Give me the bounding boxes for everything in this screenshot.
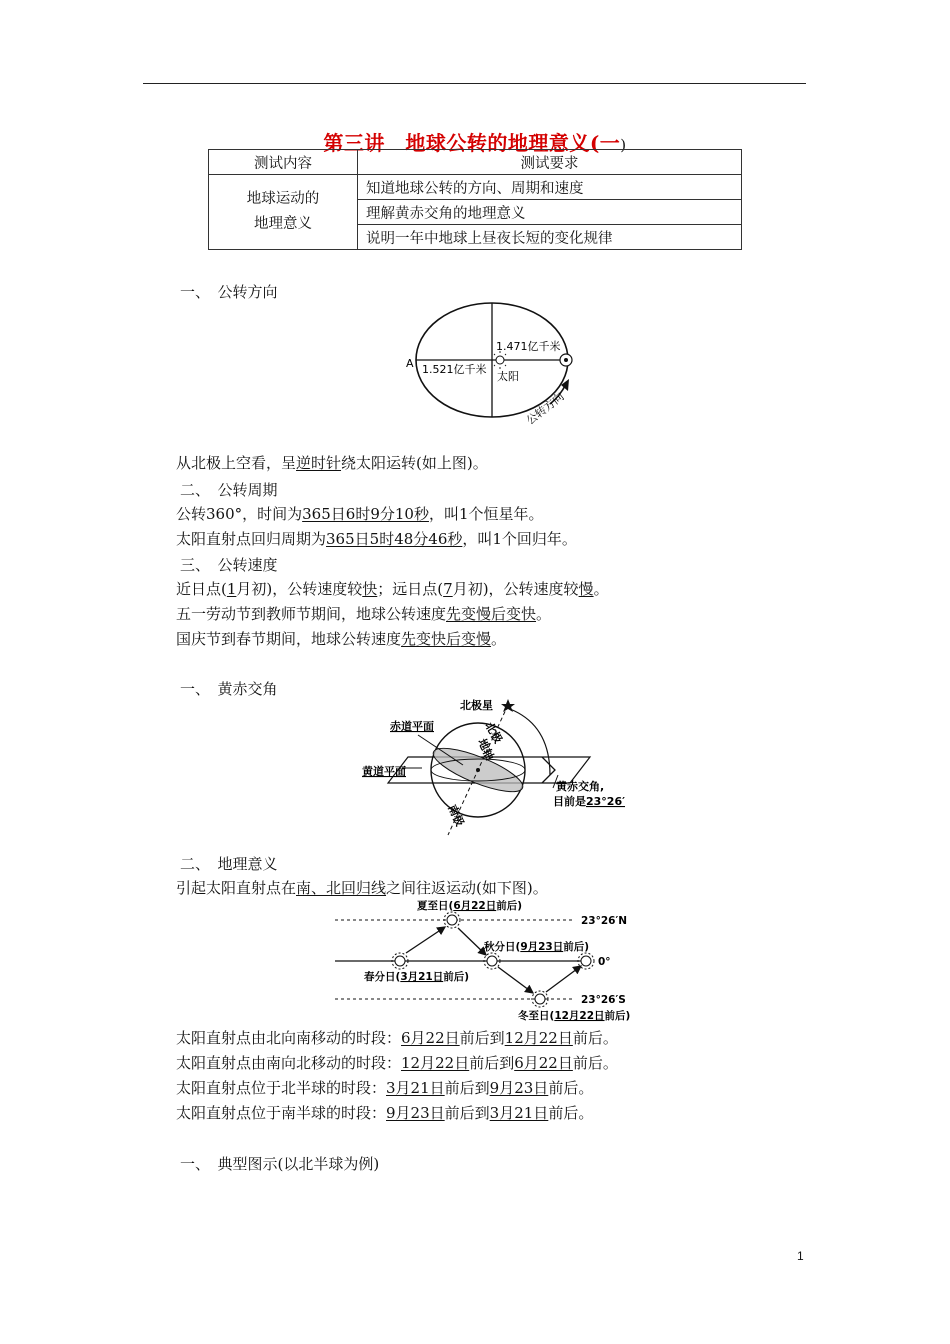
paragraph-sidereal-year: 公转360°，时间为365日6时9分10秒，叫1个恒星年。	[176, 505, 544, 523]
section-heading-revolution-direction: 一、 公转方向	[180, 283, 278, 301]
south-pole-label: 南极	[445, 802, 467, 829]
tropic-of-capricorn-label: 23°26′S	[581, 994, 626, 1006]
table-topic-cell	[209, 175, 358, 250]
point-a-label: A	[406, 357, 414, 370]
requirements-table	[208, 149, 742, 250]
sun-label: 太阳	[497, 370, 519, 383]
paragraph-migration: 引起太阳直射点在南、北回归线之间往返运动(如下图)。	[176, 879, 548, 897]
axis-label: 地轴	[475, 736, 497, 763]
section-heading-revolution-period: 二、 公转周期	[180, 481, 278, 499]
section-heading-typical-diagrams: 一、 典型图示(以北半球为例)	[180, 1155, 380, 1173]
requirement-cell: 说明一年中地球上昼夜长短的变化规律	[358, 225, 742, 250]
table-row	[209, 175, 742, 200]
polaris-label: 北极星	[460, 699, 493, 712]
section-heading-geographic-significance: 二、 地理意义	[180, 855, 278, 873]
paragraph-october-to-spring: 国庆节到春节期间，地球公转速度先变快后变慢。	[176, 630, 507, 648]
requirement-cell: 知道地球公转的方向、周期和速度	[358, 175, 742, 200]
paragraph-direction: 从北极上空看，呈逆时针绕太阳运转(如上图)。	[176, 454, 488, 472]
aphelion-distance-label: 1.521亿千米	[422, 363, 487, 376]
page-title: 第三讲 地球公转的地理意义(一)	[323, 131, 627, 155]
page-number: 1	[797, 1249, 804, 1263]
north-pole-label: 北极	[482, 720, 505, 746]
equator-plane-label: 赤道平面	[390, 720, 434, 733]
earth-icon	[560, 354, 572, 366]
topic-line-1: 地球运动的	[246, 191, 320, 207]
paragraph-north-to-south: 太阳直射点由北向南移动的时段：6月22日前后到12月22日前后。	[176, 1029, 618, 1047]
tropic-of-cancer-label: 23°26′N	[581, 915, 628, 927]
table-header-requirement: 测试要求	[358, 150, 742, 175]
perihelion-distance-label: 1.471亿千米	[496, 340, 561, 353]
equator-label: 0°	[598, 956, 611, 968]
header-rule	[143, 83, 806, 84]
summer-solstice-label: 夏至日(6月22日前后)	[417, 900, 523, 912]
paragraph-southern-hemisphere: 太阳直射点位于南半球的时段：9月23日前后到3月21日前后。	[176, 1104, 594, 1122]
obliquity-label-line1: 黄赤交角,	[556, 780, 605, 793]
paragraph-may-to-september: 五一劳动节到教师节期间，地球公转速度先变慢后变快。	[176, 605, 552, 623]
paragraph-perihelion-speed: 近日点(1月初)，公转速度较快；远日点(7月初)，公转速度较慢。	[176, 580, 609, 598]
direction-label: 公转方向	[523, 390, 567, 428]
table-header-row	[209, 150, 742, 175]
spring-equinox-label: 春分日(3月21日前后)	[364, 971, 470, 983]
paragraph-northern-hemisphere: 太阳直射点位于北半球的时段：3月21日前后到9月23日前后。	[176, 1079, 594, 1097]
winter-solstice-label: 冬至日(12月22日前后)	[518, 1010, 631, 1022]
table-header-content: 测试内容	[209, 150, 358, 175]
autumn-equinox-label: 秋分日(9月23日前后)	[484, 941, 590, 953]
obliquity-label-line2: 目前是23°26′	[553, 795, 626, 808]
section-heading-obliquity: 一、 黄赤交角	[180, 680, 278, 698]
subsolar-migration-diagram	[330, 895, 630, 1025]
paragraph-tropical-year: 太阳直射点回归周期为365日5时48分46秒，叫1个回归年。	[176, 530, 577, 548]
ecliptic-plane-label: 黄道平面	[362, 765, 406, 778]
orbit-diagram	[400, 300, 600, 430]
requirement-cell: 理解黄赤交角的地理意义	[358, 200, 742, 225]
topic-line-2: 地理意义	[254, 216, 312, 232]
section-heading-revolution-speed: 三、 公转速度	[180, 556, 278, 574]
paragraph-south-to-north: 太阳直射点由南向北移动的时段：12月22日前后到6月22日前后。	[176, 1054, 618, 1072]
obliquity-diagram	[360, 695, 640, 830]
